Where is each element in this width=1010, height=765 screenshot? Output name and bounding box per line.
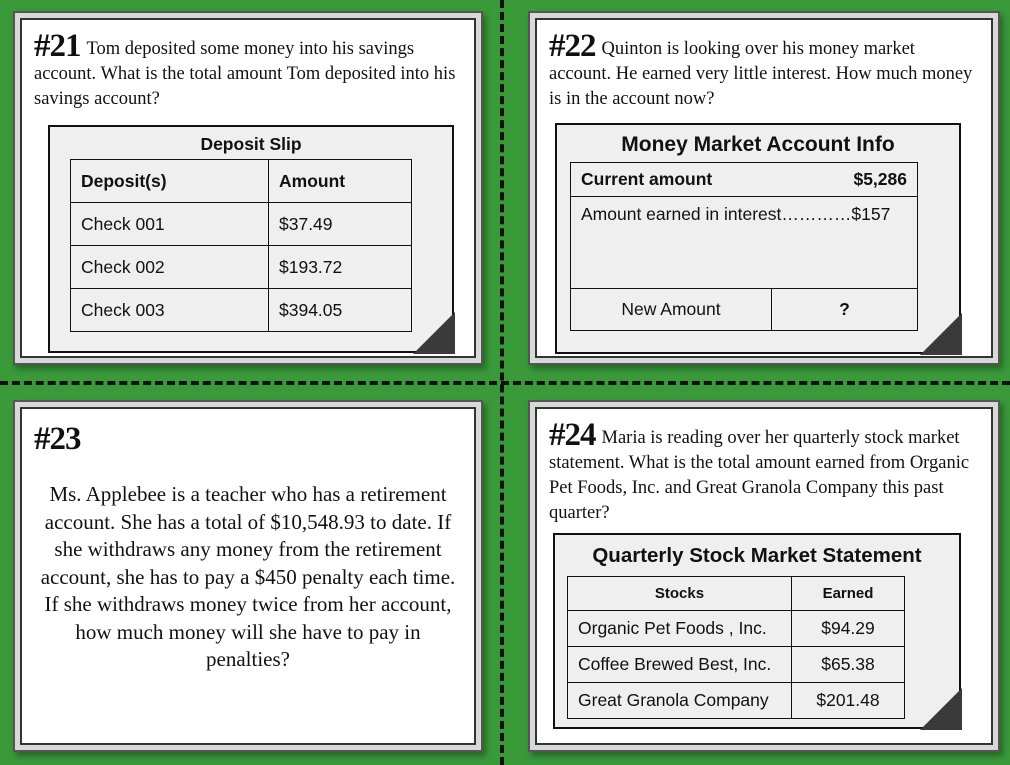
- table-row: [571, 289, 918, 331]
- column-header: Deposit(s): [71, 160, 269, 203]
- stock-earned: $94.29: [792, 611, 905, 647]
- account-info-slip: [555, 123, 961, 354]
- table-header-row: [568, 577, 905, 611]
- stock-earned: $65.38: [792, 647, 905, 683]
- deposit-amount: $37.49: [269, 203, 412, 246]
- table-row: [71, 246, 412, 289]
- stock-earned: $201.48: [792, 683, 905, 719]
- deposit-name: Check 002: [71, 246, 269, 289]
- interest-line: Amount earned in interest…………$157: [571, 197, 918, 289]
- table-row: [71, 203, 412, 246]
- slip-title: Quarterly Stock Market Statement: [592, 544, 922, 567]
- new-amount-label: New Amount: [571, 289, 772, 331]
- stock-name: Coffee Brewed Best, Inc.: [568, 647, 792, 683]
- slip-title: Deposit Slip: [200, 134, 302, 154]
- table-header-row: [71, 160, 412, 203]
- current-amount-label: Current amount: [581, 169, 713, 189]
- deposit-table: [70, 159, 412, 332]
- column-header: Stocks: [568, 577, 792, 611]
- table-row: [71, 289, 412, 332]
- card-number: #23: [34, 421, 81, 457]
- card-question: Tom deposited some money into his savings account. What is the total amount Tom deposited into his savings account?: [34, 39, 456, 109]
- page-fold-corner: [920, 688, 962, 730]
- card-question: Ms. Applebee is a teacher who has a retirement account. She has a total of $10,548.93 to date. If she withdraws any money from the retirement account, she has to pay a $450 penalty each time. If she withdraws money twice from her account, how much money will she have to pay in penalties?: [40, 482, 456, 671]
- deposit-amount: $193.72: [269, 246, 412, 289]
- table-row: [568, 683, 905, 719]
- task-card-21: [20, 18, 476, 358]
- task-card-23: [20, 407, 476, 745]
- column-header: Amount: [269, 160, 412, 203]
- slip-title: Money Market Account Info: [621, 133, 895, 156]
- card-prompt: [34, 28, 462, 112]
- table-row: [571, 197, 918, 289]
- deposit-slip: [48, 125, 454, 353]
- table-row: [568, 611, 905, 647]
- table-row: [571, 163, 918, 197]
- deposit-name: Check 003: [71, 289, 269, 332]
- card-number: #24: [549, 417, 596, 453]
- stock-statement-slip: [553, 533, 961, 729]
- table-row: [568, 647, 905, 683]
- card-prompt: [549, 417, 979, 526]
- account-table: [570, 162, 918, 331]
- page-fold-corner: [413, 312, 455, 354]
- card-question: Quinton is looking over his money market account. He earned very little interest. How much money is in the account now?: [549, 39, 973, 109]
- stock-name: Great Granola Company: [568, 683, 792, 719]
- current-amount-value: $5,286: [853, 169, 907, 189]
- column-header: Earned: [792, 577, 905, 611]
- card-number: #21: [34, 28, 81, 64]
- stock-table: [567, 576, 905, 719]
- card-prompt: [549, 28, 979, 112]
- card-question: Maria is reading over her quarterly stock market statement. What is the total amount earned from Organic Pet Foods, Inc. and Great Granola Company this past quarter?: [549, 428, 970, 523]
- stock-name: Organic Pet Foods , Inc.: [568, 611, 792, 647]
- task-card-24: [535, 407, 993, 745]
- horizontal-cut-line: [0, 381, 1010, 385]
- new-amount-value: ?: [772, 289, 918, 331]
- deposit-amount: $394.05: [269, 289, 412, 332]
- task-card-22: [535, 18, 993, 358]
- deposit-name: Check 001: [71, 203, 269, 246]
- card-number: #22: [549, 28, 596, 64]
- page-fold-corner: [920, 313, 962, 355]
- current-amount-cell: [571, 163, 918, 197]
